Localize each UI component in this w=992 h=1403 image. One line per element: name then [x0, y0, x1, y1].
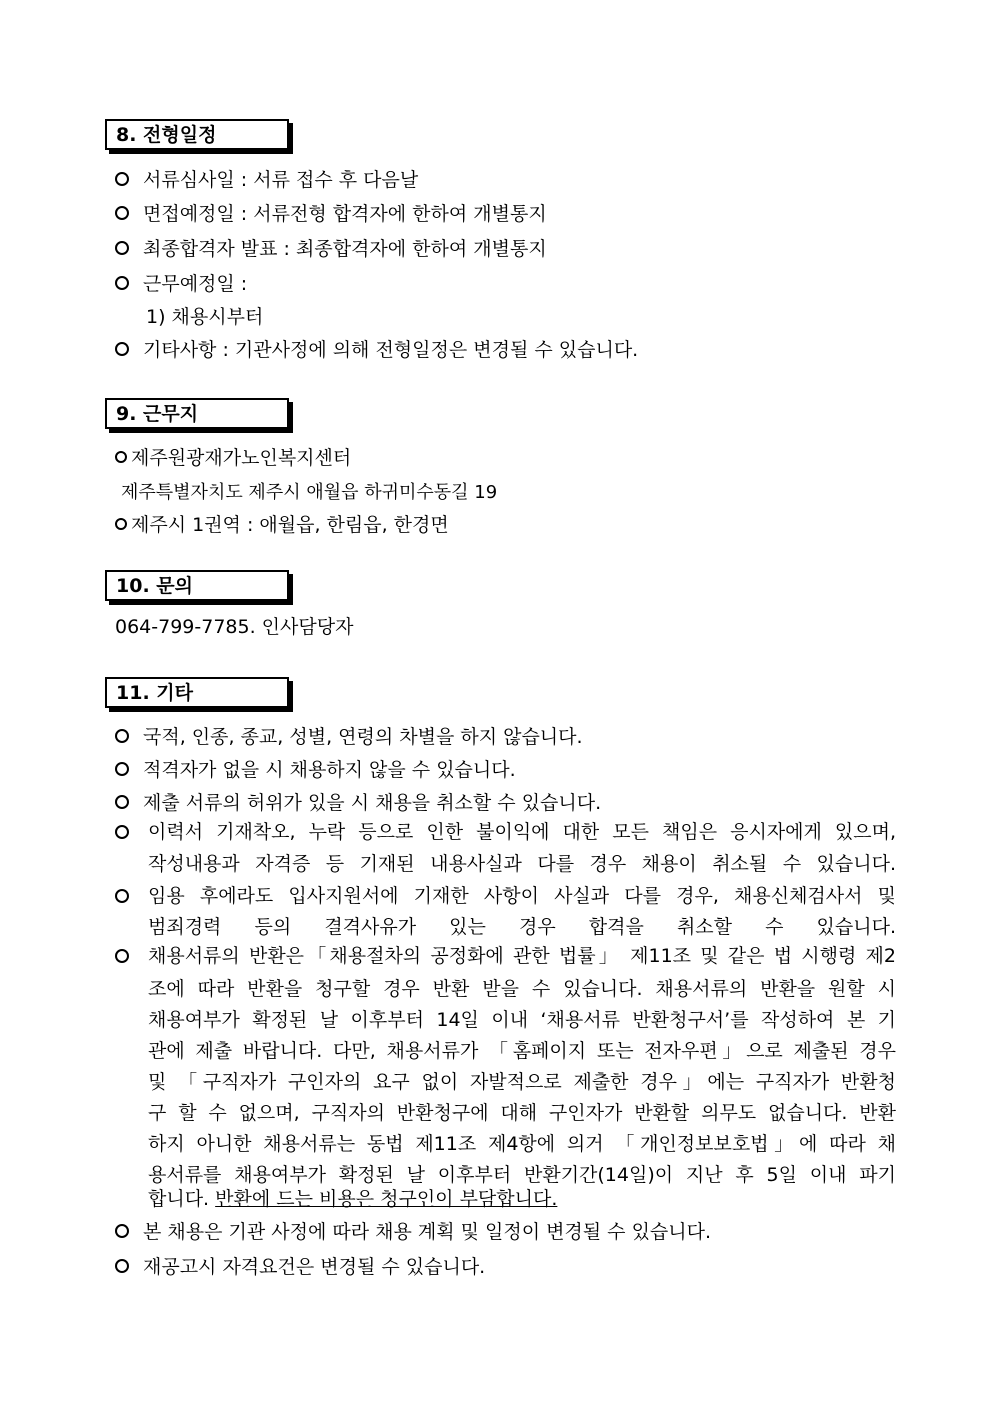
circle-bullet-icon	[115, 729, 129, 743]
underlined-cost-notice: 반환에 드는 비용은 청구인이 부담합니다.	[215, 1188, 558, 1210]
s11-item-6-line-5: 및 「구직자가 구인자의 요구 없이 자발적으로 제출한 경우」에는 구직자가 반환청	[148, 1071, 896, 1093]
circle-bullet-icon	[115, 825, 129, 839]
s8-item-4: 근무예정일 :	[115, 271, 247, 297]
circle-bullet-icon	[115, 889, 129, 903]
section-10-title: 10. 문의	[116, 575, 193, 597]
circle-bullet-icon	[115, 451, 127, 463]
circle-bullet-icon	[115, 949, 129, 963]
section-10-heading	[105, 570, 289, 601]
s9-item-1: 제주원광재가노인복지센터	[115, 445, 351, 471]
circle-bullet-icon	[115, 762, 129, 776]
s9-address: 제주특별자치도 제주시 애월읍 하귀미수동길 19	[121, 482, 498, 503]
s9-item-2: 제주시 1권역 : 애월읍, 한림읍, 한경면	[115, 512, 449, 538]
s8-item-5: 기타사항 : 기관사정에 의해 전형일정은 변경될 수 있습니다.	[115, 337, 638, 363]
s8-item-1: 서류심사일 : 서류 접수 후 다음날	[115, 167, 418, 193]
circle-bullet-icon	[115, 276, 129, 290]
s11-item-3: 제출 서류의 허위가 있을 시 채용을 취소할 수 있습니다.	[115, 790, 601, 816]
section-8-heading	[105, 119, 289, 150]
circle-bullet-icon	[115, 1259, 129, 1273]
s11-item-5-line-1: 임용 후에라도 입사지원서에 기재한 사항이 사실과 다를 경우, 채용신체검사서 및	[148, 885, 896, 907]
circle-bullet-icon	[115, 1224, 129, 1238]
s11-item-4-line-2: 작성내용과 자격증 등 기재된 내용사실과 다를 경우 채용이 취소될 수 있습니다.	[148, 853, 896, 875]
s11-item-6-line-8: 용서류를 채용여부가 확정된 날 이후부터 반환기간(14일)이 지난 후 5일 이내 파기	[148, 1164, 896, 1186]
s11-item-6-line-9: 합니다. 반환에 드는 비용은 청구인이 부담합니다.	[148, 1188, 558, 1210]
section-9-heading	[105, 398, 289, 429]
s11-item-4-line-1: 이력서 기재착오, 누락 등으로 인한 불이익에 대한 모든 책임은 응시자에게 있으며,	[148, 821, 896, 843]
s11-item-1: 국적, 인종, 종교, 성별, 연령의 차별을 하지 않습니다.	[115, 724, 583, 750]
s11-item-5-line-2: 범죄경력 등의 결격사유가 있는 경우 합격을 취소할 수 있습니다.	[148, 916, 896, 938]
s11-item-2: 적격자가 없을 시 채용하지 않을 수 있습니다.	[115, 757, 516, 783]
s8-item-4-sub: 1) 채용시부터	[146, 306, 264, 328]
s11-item-6-line-2: 조에 따라 반환을 청구할 경우 반환 받을 수 있습니다. 채용서류의 반환을 원할 시	[148, 978, 896, 1000]
section-8-title: 8. 전형일정	[116, 124, 217, 146]
circle-bullet-icon	[115, 795, 129, 809]
circle-bullet-icon	[115, 206, 129, 220]
s11-item-7: 본 채용은 기관 사정에 따라 채용 계획 및 일정이 변경될 수 있습니다.	[115, 1219, 711, 1245]
s11-item-6-line-4: 관에 제출 바랍니다. 다만, 채용서류가 「홈페이지 또는 전자우편」으로 제출된 경우	[148, 1040, 896, 1062]
s11-item-6-line-1: 채용서류의 반환은「채용절차의 공정화에 관한 법률」 제11조 및 같은 법 시행령 제2	[148, 945, 896, 967]
section-9-title: 9. 근무지	[116, 403, 199, 425]
section-11-title: 11. 기타	[116, 682, 193, 704]
section-11-heading	[105, 677, 289, 708]
s11-item-8: 재공고시 자격요건은 변경될 수 있습니다.	[115, 1254, 485, 1280]
s11-item-6-line-3: 채용여부가 확정된 날 이후부터 14일 이내 ‘채용서류 반환청구서’를 작성하여 본 기	[148, 1009, 896, 1031]
circle-bullet-icon	[115, 342, 129, 356]
s10-contact: 064-799-7785. 인사담당자	[115, 616, 354, 638]
s11-item-6-line-6: 구 할 수 없으며, 구직자의 반환청구에 대해 구인자가 반환할 의무도 없습니다. 반환	[148, 1102, 896, 1124]
s8-item-3: 최종합격자 발표 : 최종합격자에 한하여 개별통지	[115, 236, 547, 262]
circle-bullet-icon	[115, 172, 129, 186]
circle-bullet-icon	[115, 241, 129, 255]
circle-bullet-icon	[115, 518, 127, 530]
s8-item-2: 면접예정일 : 서류전형 합격자에 한하여 개별통지	[115, 201, 547, 227]
s11-item-6-line-7: 하지 아니한 채용서류는 동법 제11조 제4항에 의거 「개인정보보호법」에 따라 채	[148, 1133, 896, 1155]
